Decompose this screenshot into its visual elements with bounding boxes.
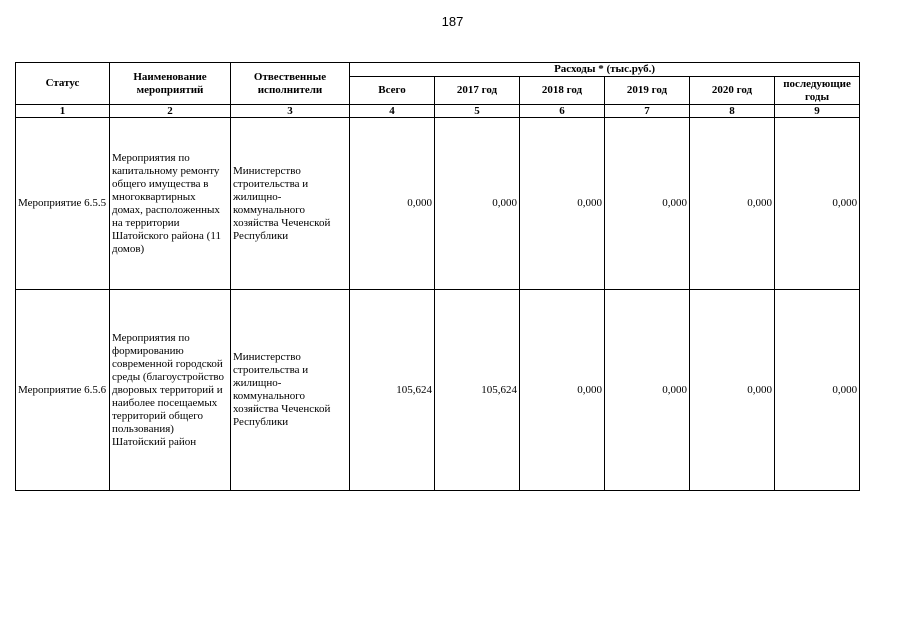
- row-2019: 0,000: [605, 290, 690, 491]
- header-executors: Отвественные исполнители: [231, 63, 350, 105]
- header-expenses: Расходы * (тыс.руб.): [350, 63, 860, 77]
- header-2017: 2017 год: [435, 77, 520, 105]
- column-number: 7: [605, 105, 690, 118]
- header-total: Всего: [350, 77, 435, 105]
- row-total: 105,624: [350, 290, 435, 491]
- row-2020: 0,000: [690, 118, 775, 290]
- row-executor: Министерство строительства и жилищно-коммунального хозяйства Чеченской Республики: [231, 290, 350, 491]
- row-status: Мероприятие 6.5.5: [16, 118, 110, 290]
- row-2017: 105,624: [435, 290, 520, 491]
- row-name: Мероприятия по капитальному ремонту общего имущества в многоквартирных домах, расположенных на территории Шатойского района (11 домов): [110, 118, 231, 290]
- row-2018: 0,000: [520, 290, 605, 491]
- row-later: 0,000: [775, 290, 860, 491]
- column-number: 8: [690, 105, 775, 118]
- row-later: 0,000: [775, 118, 860, 290]
- header-status: Статус: [16, 63, 110, 105]
- column-number: 5: [435, 105, 520, 118]
- column-number: 2: [110, 105, 231, 118]
- row-executor: Министерство строительства и жилищно-коммунального хозяйства Чеченской Республики: [231, 118, 350, 290]
- row-status: Мероприятие 6.5.6: [16, 290, 110, 491]
- row-name: Мероприятия по формированию современной городской среды (благоустройство дворовых территорий и наиболее посещаемых территорий общего пользования) Шатойский район: [110, 290, 231, 491]
- page-number: 187: [441, 14, 464, 29]
- header-name: Наименование мероприятий: [110, 63, 231, 105]
- header-later: последующие годы: [775, 77, 860, 105]
- column-number: 6: [520, 105, 605, 118]
- table-row: [16, 118, 860, 290]
- column-number: 9: [775, 105, 860, 118]
- header-2019: 2019 год: [605, 77, 690, 105]
- column-number: 1: [16, 105, 110, 118]
- budget-table: [15, 62, 860, 491]
- table-row: [16, 290, 860, 491]
- row-2018: 0,000: [520, 118, 605, 290]
- column-number: 3: [231, 105, 350, 118]
- row-2019: 0,000: [605, 118, 690, 290]
- row-2017: 0,000: [435, 118, 520, 290]
- column-number: 4: [350, 105, 435, 118]
- header-2018: 2018 год: [520, 77, 605, 105]
- row-2020: 0,000: [690, 290, 775, 491]
- row-total: 0,000: [350, 118, 435, 290]
- header-2020: 2020 год: [690, 77, 775, 105]
